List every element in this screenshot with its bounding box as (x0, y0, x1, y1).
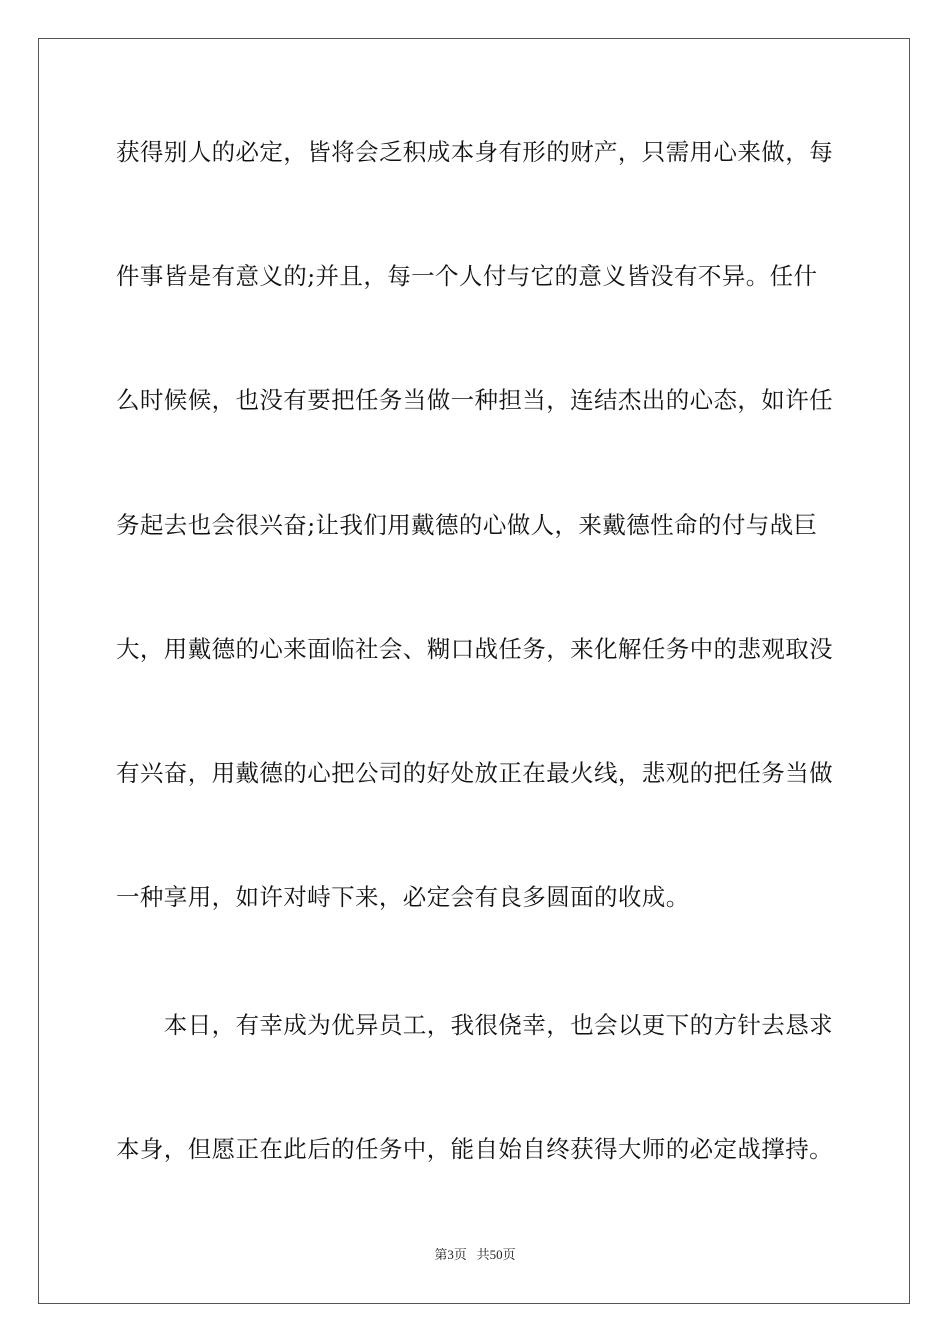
current-page: 第3页 (434, 1247, 467, 1262)
paragraph-line: 大，用戴德的心来面临社会、糊口战任务，来化解任务中的悲观取没 (116, 635, 833, 663)
paragraph-line: 本身，但愿正在此后的任务中，能自始自终获得大师的必定战撑持。 (116, 1135, 833, 1163)
paragraph-line: 本日，有幸成为优异员工，我很侥幸，也会以更下的方针去恳求 (116, 1011, 833, 1039)
paragraph-line: 有兴奋，用戴德的心把公司的好处放正在最火线，悲观的把任务当做 (116, 759, 833, 787)
paragraph-line: 务起去也会很兴奋;让我们用戴德的心做人，来戴德性命的付与战巨 (116, 511, 818, 539)
page-border (38, 38, 910, 1304)
paragraph-line: 一种享用，如许对峙下来，必定会有良多圆面的收成。 (116, 883, 690, 911)
paragraph-line: 么时候候，也没有要把任务当做一种担当，连结杰出的心态，如许任 (116, 386, 833, 414)
paragraph-line: 获得别人的必定，皆将会乏积成本身有形的财产，只需用心来做，每 (116, 138, 833, 166)
page-number (0, 1246, 950, 1264)
total-pages: 共50页 (476, 1247, 516, 1262)
paragraph-line: 件事皆是有意义的;并且，每一个人付与它的意义皆没有不异。任什 (116, 262, 818, 290)
